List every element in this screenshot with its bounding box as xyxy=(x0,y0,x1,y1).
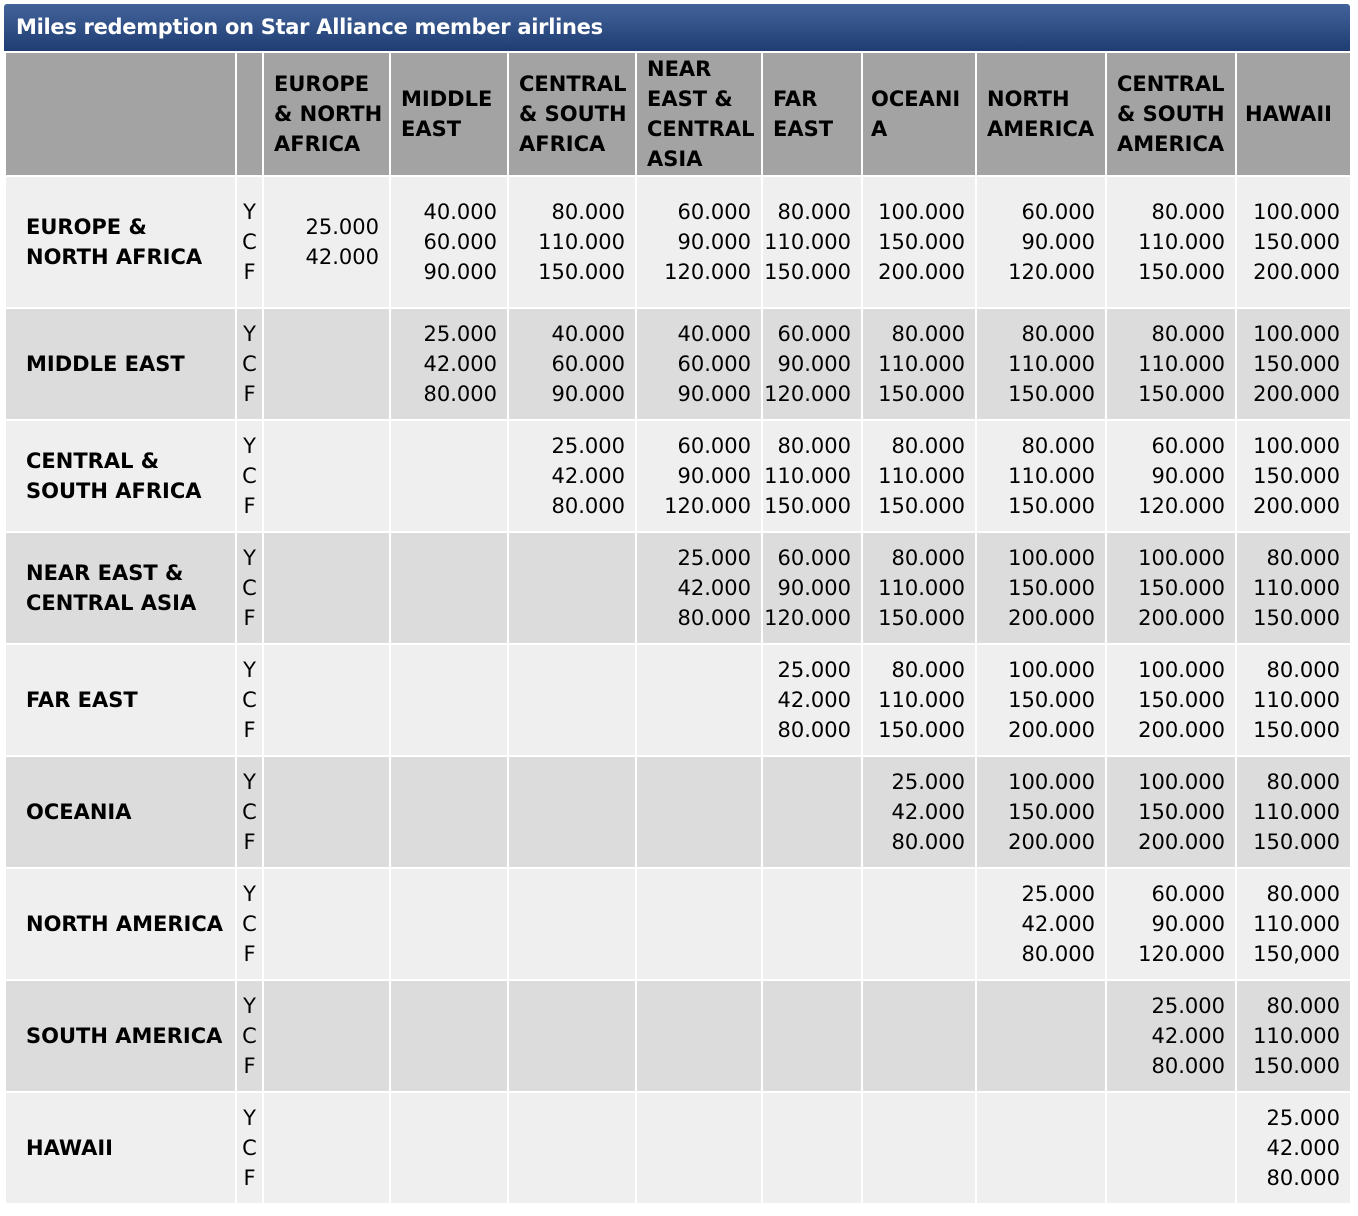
miles-value: 80.000 xyxy=(1151,200,1225,224)
miles-cell xyxy=(1106,420,1236,532)
miles-value: 80.000 xyxy=(891,830,965,854)
miles-value: 80.000 xyxy=(891,546,965,570)
row-label: HAWAII xyxy=(5,1092,236,1204)
miles-value: 100.000 xyxy=(1138,658,1225,682)
cabin-class-cell xyxy=(236,644,263,756)
miles-cell xyxy=(1106,868,1236,980)
miles-value: 150.000 xyxy=(538,260,625,284)
miles-value: 150.000 xyxy=(764,260,851,284)
cabin-class-letter: C xyxy=(242,464,257,488)
miles-cell xyxy=(1236,644,1351,756)
miles-value: 80.000 xyxy=(777,434,851,458)
miles-value: 150.000 xyxy=(1138,382,1225,406)
miles-cell xyxy=(636,980,762,1092)
column-header: FAR EAST xyxy=(762,52,862,176)
miles-value: 120.000 xyxy=(1138,494,1225,518)
table-row xyxy=(5,1092,1351,1204)
column-header: NORTH AMERICA xyxy=(976,52,1106,176)
miles-cell xyxy=(390,980,508,1092)
miles-cell xyxy=(862,644,976,756)
miles-value: 110.000 xyxy=(764,464,851,488)
miles-value: 80.000 xyxy=(891,322,965,346)
miles-cell xyxy=(976,756,1106,868)
miles-cell xyxy=(508,1092,636,1204)
miles-cell xyxy=(263,420,390,532)
miles-cell xyxy=(762,756,862,868)
miles-cell xyxy=(390,176,508,308)
miles-cell xyxy=(862,868,976,980)
cabin-class-letter: Y xyxy=(243,1106,256,1130)
cabin-class-cell xyxy=(236,176,263,308)
table-row xyxy=(5,176,1351,308)
cabin-class-letter: F xyxy=(243,942,256,966)
miles-value: 150,000 xyxy=(1253,942,1340,966)
miles-cell xyxy=(390,532,508,644)
cabin-class-letter: Y xyxy=(243,882,256,906)
column-header: EUROPE & NORTH AFRICA xyxy=(263,52,390,176)
miles-value: 80.000 xyxy=(891,658,965,682)
miles-value: 40.000 xyxy=(551,322,625,346)
miles-value: 200.000 xyxy=(1008,718,1095,742)
cabin-class-cell xyxy=(236,308,263,420)
miles-value: 42.000 xyxy=(777,688,851,712)
miles-value: 120.000 xyxy=(1008,260,1095,284)
miles-value: 42.000 xyxy=(1151,1024,1225,1048)
miles-value: 120.000 xyxy=(764,606,851,630)
miles-cell xyxy=(263,756,390,868)
miles-value: 25.000 xyxy=(1266,1106,1340,1130)
column-header: NEAR EAST & CENTRAL ASIA xyxy=(636,52,762,176)
miles-value: 100.000 xyxy=(1253,434,1340,458)
miles-cell xyxy=(976,308,1106,420)
miles-value: 120.000 xyxy=(764,382,851,406)
miles-value: 90.000 xyxy=(777,352,851,376)
miles-value: 200.000 xyxy=(1008,606,1095,630)
miles-value: 200.000 xyxy=(1138,830,1225,854)
cabin-class-letter: F xyxy=(243,718,256,742)
miles-value: 110.000 xyxy=(1138,352,1225,376)
miles-cell xyxy=(976,868,1106,980)
table-row xyxy=(5,756,1351,868)
miles-value: 150.000 xyxy=(1008,688,1095,712)
miles-value: 60.000 xyxy=(677,352,751,376)
miles-value: 120.000 xyxy=(664,494,751,518)
miles-cell xyxy=(636,756,762,868)
miles-value: 110.000 xyxy=(878,352,965,376)
corner-header xyxy=(5,52,236,176)
miles-value: 60.000 xyxy=(551,352,625,376)
miles-cell xyxy=(263,1092,390,1204)
miles-value: 100.000 xyxy=(1008,658,1095,682)
miles-cell xyxy=(976,420,1106,532)
miles-value: 42.000 xyxy=(1266,1136,1340,1160)
miles-cell xyxy=(762,176,862,308)
miles-cell xyxy=(636,644,762,756)
table-row xyxy=(5,644,1351,756)
miles-value: 90.000 xyxy=(423,260,497,284)
row-label: CENTRAL & SOUTH AFRICA xyxy=(5,420,236,532)
miles-value: 150.000 xyxy=(1138,688,1225,712)
cabin-class-letter: F xyxy=(243,830,256,854)
miles-value: 90.000 xyxy=(1151,912,1225,936)
cabin-class-letter: C xyxy=(242,1024,257,1048)
miles-value: 25.000 xyxy=(777,658,851,682)
row-label: MIDDLE EAST xyxy=(5,308,236,420)
miles-cell xyxy=(862,176,976,308)
cabin-class-letter: Y xyxy=(243,434,256,458)
miles-value: 200.000 xyxy=(1253,382,1340,406)
miles-cell xyxy=(263,644,390,756)
table-row xyxy=(5,308,1351,420)
miles-value: 90.000 xyxy=(677,382,751,406)
miles-value: 25.000 xyxy=(423,322,497,346)
miles-cell xyxy=(1106,532,1236,644)
miles-value: 150.000 xyxy=(1253,1054,1340,1078)
miles-cell xyxy=(862,420,976,532)
miles-cell xyxy=(976,176,1106,308)
miles-value: 80.000 xyxy=(1266,994,1340,1018)
miles-value: 150.000 xyxy=(1008,382,1095,406)
miles-cell xyxy=(1236,756,1351,868)
miles-value: 42.000 xyxy=(305,245,379,269)
miles-cell xyxy=(862,308,976,420)
column-header: CENTRAL & SOUTH AFRICA xyxy=(508,52,636,176)
row-label: SOUTH AMERICA xyxy=(5,980,236,1092)
miles-value: 150.000 xyxy=(1253,352,1340,376)
cabin-class-cell xyxy=(236,980,263,1092)
row-label: EUROPE & NORTH AFRICA xyxy=(5,176,236,308)
miles-value: 100.000 xyxy=(1138,546,1225,570)
miles-cell xyxy=(390,308,508,420)
miles-value: 40.000 xyxy=(423,200,497,224)
miles-cell xyxy=(508,756,636,868)
miles-cell xyxy=(862,1092,976,1204)
miles-cell xyxy=(1236,1092,1351,1204)
miles-value: 80.000 xyxy=(1151,322,1225,346)
cabin-class-letter: Y xyxy=(243,770,256,794)
miles-value: 80.000 xyxy=(1021,942,1095,966)
miles-value: 150.000 xyxy=(878,230,965,254)
miles-value: 40.000 xyxy=(677,322,751,346)
miles-value: 100.000 xyxy=(1253,322,1340,346)
column-header: CENTRAL & SOUTH AMERICA xyxy=(1106,52,1236,176)
cabin-class-letter: C xyxy=(242,1136,257,1160)
column-header: HAWAII xyxy=(1236,52,1351,176)
miles-value: 150.000 xyxy=(1253,230,1340,254)
miles-value: 120.000 xyxy=(664,260,751,284)
miles-value: 200.000 xyxy=(1253,494,1340,518)
miles-value: 80.000 xyxy=(1021,322,1095,346)
table-row xyxy=(5,980,1351,1092)
miles-value: 25.000 xyxy=(677,546,751,570)
miles-value: 150.000 xyxy=(1253,464,1340,488)
miles-value: 60.000 xyxy=(777,546,851,570)
miles-value: 150.000 xyxy=(764,494,851,518)
miles-value: 80.000 xyxy=(891,434,965,458)
miles-cell xyxy=(508,980,636,1092)
cabin-class-cell xyxy=(236,420,263,532)
miles-value: 120.000 xyxy=(1138,942,1225,966)
miles-value: 150.000 xyxy=(1138,800,1225,824)
miles-cell xyxy=(508,868,636,980)
miles-cell xyxy=(1106,308,1236,420)
row-label: NORTH AMERICA xyxy=(5,868,236,980)
cabin-class-letter: C xyxy=(242,230,257,254)
miles-value: 110.000 xyxy=(1253,576,1340,600)
miles-value: 100.000 xyxy=(1138,770,1225,794)
miles-value: 25.000 xyxy=(551,434,625,458)
table-body xyxy=(5,176,1351,1204)
miles-value: 90.000 xyxy=(551,382,625,406)
miles-value: 110.000 xyxy=(764,230,851,254)
miles-cell xyxy=(976,980,1106,1092)
miles-cell xyxy=(1106,1092,1236,1204)
miles-value: 60.000 xyxy=(1021,200,1095,224)
miles-value: 150.000 xyxy=(1253,830,1340,854)
miles-value: 25.000 xyxy=(1151,994,1225,1018)
miles-value: 200.000 xyxy=(1138,606,1225,630)
miles-value: 110.000 xyxy=(1008,352,1095,376)
miles-value: 80.000 xyxy=(1266,546,1340,570)
miles-cell xyxy=(390,756,508,868)
miles-redemption-panel xyxy=(4,4,1350,1205)
cabin-class-letter: F xyxy=(243,606,256,630)
miles-value: 80.000 xyxy=(1021,434,1095,458)
miles-value: 80.000 xyxy=(1151,1054,1225,1078)
miles-value: 150.000 xyxy=(878,382,965,406)
miles-cell xyxy=(636,868,762,980)
cabin-class-letter: F xyxy=(243,382,256,406)
cabin-class-cell xyxy=(236,868,263,980)
miles-value: 60.000 xyxy=(1151,434,1225,458)
miles-cell xyxy=(1106,980,1236,1092)
miles-cell xyxy=(1236,420,1351,532)
miles-cell xyxy=(762,420,862,532)
miles-cell xyxy=(862,756,976,868)
miles-cell xyxy=(636,1092,762,1204)
miles-value: 80.000 xyxy=(777,718,851,742)
panel-title: Miles redemption on Star Alliance member airlines xyxy=(4,4,1350,51)
miles-cell xyxy=(508,308,636,420)
miles-value: 25.000 xyxy=(1021,882,1095,906)
row-label: OCEANIA xyxy=(5,756,236,868)
miles-value: 150.000 xyxy=(878,494,965,518)
miles-value: 90.000 xyxy=(1021,230,1095,254)
cabin-class-letter: Y xyxy=(243,322,256,346)
miles-cell xyxy=(636,532,762,644)
miles-value: 42.000 xyxy=(551,464,625,488)
row-label: FAR EAST xyxy=(5,644,236,756)
miles-value: 80.000 xyxy=(1266,770,1340,794)
miles-value: 42.000 xyxy=(1021,912,1095,936)
miles-cell xyxy=(762,980,862,1092)
miles-value: 150.000 xyxy=(1008,800,1095,824)
miles-cell xyxy=(390,868,508,980)
miles-value: 150.000 xyxy=(1138,576,1225,600)
miles-value: 25.000 xyxy=(305,215,379,239)
miles-cell xyxy=(1106,176,1236,308)
cabin-class-letter: C xyxy=(242,800,257,824)
miles-value: 42.000 xyxy=(423,352,497,376)
table-row xyxy=(5,868,1351,980)
miles-value: 100.000 xyxy=(1008,770,1095,794)
miles-cell xyxy=(636,420,762,532)
redemption-table xyxy=(4,51,1352,1205)
miles-value: 110.000 xyxy=(878,688,965,712)
miles-value: 25.000 xyxy=(891,770,965,794)
cabin-class-letter: Y xyxy=(243,994,256,1018)
cabin-class-cell xyxy=(236,532,263,644)
miles-value: 150.000 xyxy=(878,718,965,742)
miles-cell xyxy=(390,1092,508,1204)
cabin-class-letter: F xyxy=(243,1166,256,1190)
miles-value: 110.000 xyxy=(1253,1024,1340,1048)
miles-cell xyxy=(1236,176,1351,308)
miles-value: 80.000 xyxy=(1266,658,1340,682)
miles-value: 110.000 xyxy=(538,230,625,254)
miles-cell xyxy=(1106,756,1236,868)
miles-value: 60.000 xyxy=(677,434,751,458)
miles-value: 90.000 xyxy=(677,230,751,254)
miles-cell xyxy=(1236,308,1351,420)
miles-value: 80.000 xyxy=(1266,1166,1340,1190)
cabin-class-letter: C xyxy=(242,688,257,712)
miles-value: 200.000 xyxy=(1008,830,1095,854)
miles-value: 80.000 xyxy=(777,200,851,224)
cabin-class-letter: C xyxy=(242,352,257,376)
miles-value: 90.000 xyxy=(1151,464,1225,488)
miles-cell xyxy=(762,868,862,980)
cabin-class-letter: C xyxy=(242,912,257,936)
miles-cell xyxy=(762,308,862,420)
miles-value: 42.000 xyxy=(891,800,965,824)
miles-cell xyxy=(1236,532,1351,644)
miles-cell xyxy=(390,420,508,532)
miles-cell xyxy=(263,176,390,308)
miles-cell xyxy=(1236,980,1351,1092)
cabin-class-cell xyxy=(236,756,263,868)
table-row xyxy=(5,532,1351,644)
miles-cell xyxy=(636,176,762,308)
miles-value: 200.000 xyxy=(878,260,965,284)
miles-value: 60.000 xyxy=(677,200,751,224)
miles-value: 80.000 xyxy=(423,382,497,406)
miles-cell xyxy=(508,532,636,644)
miles-cell xyxy=(862,532,976,644)
miles-value: 60.000 xyxy=(777,322,851,346)
miles-value: 80.000 xyxy=(551,200,625,224)
miles-value: 100.000 xyxy=(1253,200,1340,224)
cabin-class-letter: F xyxy=(243,494,256,518)
miles-cell xyxy=(1236,868,1351,980)
cabin-class-letter: F xyxy=(243,260,256,284)
miles-value: 150.000 xyxy=(1008,494,1095,518)
miles-value: 150.000 xyxy=(1253,606,1340,630)
miles-value: 200.000 xyxy=(1138,718,1225,742)
miles-value: 60.000 xyxy=(1151,882,1225,906)
row-label: NEAR EAST & CENTRAL ASIA xyxy=(5,532,236,644)
miles-cell xyxy=(508,176,636,308)
miles-cell xyxy=(263,868,390,980)
cabin-class-letter: F xyxy=(243,1054,256,1078)
miles-cell xyxy=(976,644,1106,756)
miles-cell xyxy=(762,644,862,756)
miles-value: 150.000 xyxy=(878,606,965,630)
miles-cell xyxy=(508,420,636,532)
miles-cell xyxy=(976,1092,1106,1204)
cabin-class-letter: Y xyxy=(243,200,256,224)
miles-value: 100.000 xyxy=(1008,546,1095,570)
cabin-class-letter: Y xyxy=(243,546,256,570)
miles-cell xyxy=(263,308,390,420)
column-header: OCEANIA xyxy=(862,52,976,176)
miles-value: 110.000 xyxy=(1253,800,1340,824)
miles-value: 110.000 xyxy=(1008,464,1095,488)
cabin-class-cell xyxy=(236,1092,263,1204)
miles-value: 110.000 xyxy=(1138,230,1225,254)
miles-cell xyxy=(390,644,508,756)
cabin-class-letter: Y xyxy=(243,658,256,682)
miles-cell xyxy=(263,980,390,1092)
miles-value: 150.000 xyxy=(1008,576,1095,600)
miles-value: 110.000 xyxy=(1253,912,1340,936)
miles-value: 150.000 xyxy=(1138,260,1225,284)
miles-value: 80.000 xyxy=(1266,882,1340,906)
table-row xyxy=(5,420,1351,532)
miles-cell xyxy=(508,644,636,756)
header-row xyxy=(5,52,1351,176)
miles-cell xyxy=(263,532,390,644)
miles-cell xyxy=(762,532,862,644)
miles-value: 80.000 xyxy=(677,606,751,630)
cabin-class-letter: C xyxy=(242,576,257,600)
miles-cell xyxy=(636,308,762,420)
miles-value: 100.000 xyxy=(878,200,965,224)
miles-value: 80.000 xyxy=(551,494,625,518)
miles-cell xyxy=(762,1092,862,1204)
miles-value: 90.000 xyxy=(777,576,851,600)
column-header: MIDDLE EAST xyxy=(390,52,508,176)
miles-cell xyxy=(1106,644,1236,756)
miles-cell xyxy=(862,980,976,1092)
miles-value: 150.000 xyxy=(1253,718,1340,742)
class-header xyxy=(236,52,263,176)
miles-value: 42.000 xyxy=(677,576,751,600)
miles-value: 110.000 xyxy=(1253,688,1340,712)
miles-value: 110.000 xyxy=(878,464,965,488)
miles-value: 90.000 xyxy=(677,464,751,488)
miles-value: 200.000 xyxy=(1253,260,1340,284)
miles-value: 60.000 xyxy=(423,230,497,254)
miles-cell xyxy=(976,532,1106,644)
miles-value: 110.000 xyxy=(878,576,965,600)
